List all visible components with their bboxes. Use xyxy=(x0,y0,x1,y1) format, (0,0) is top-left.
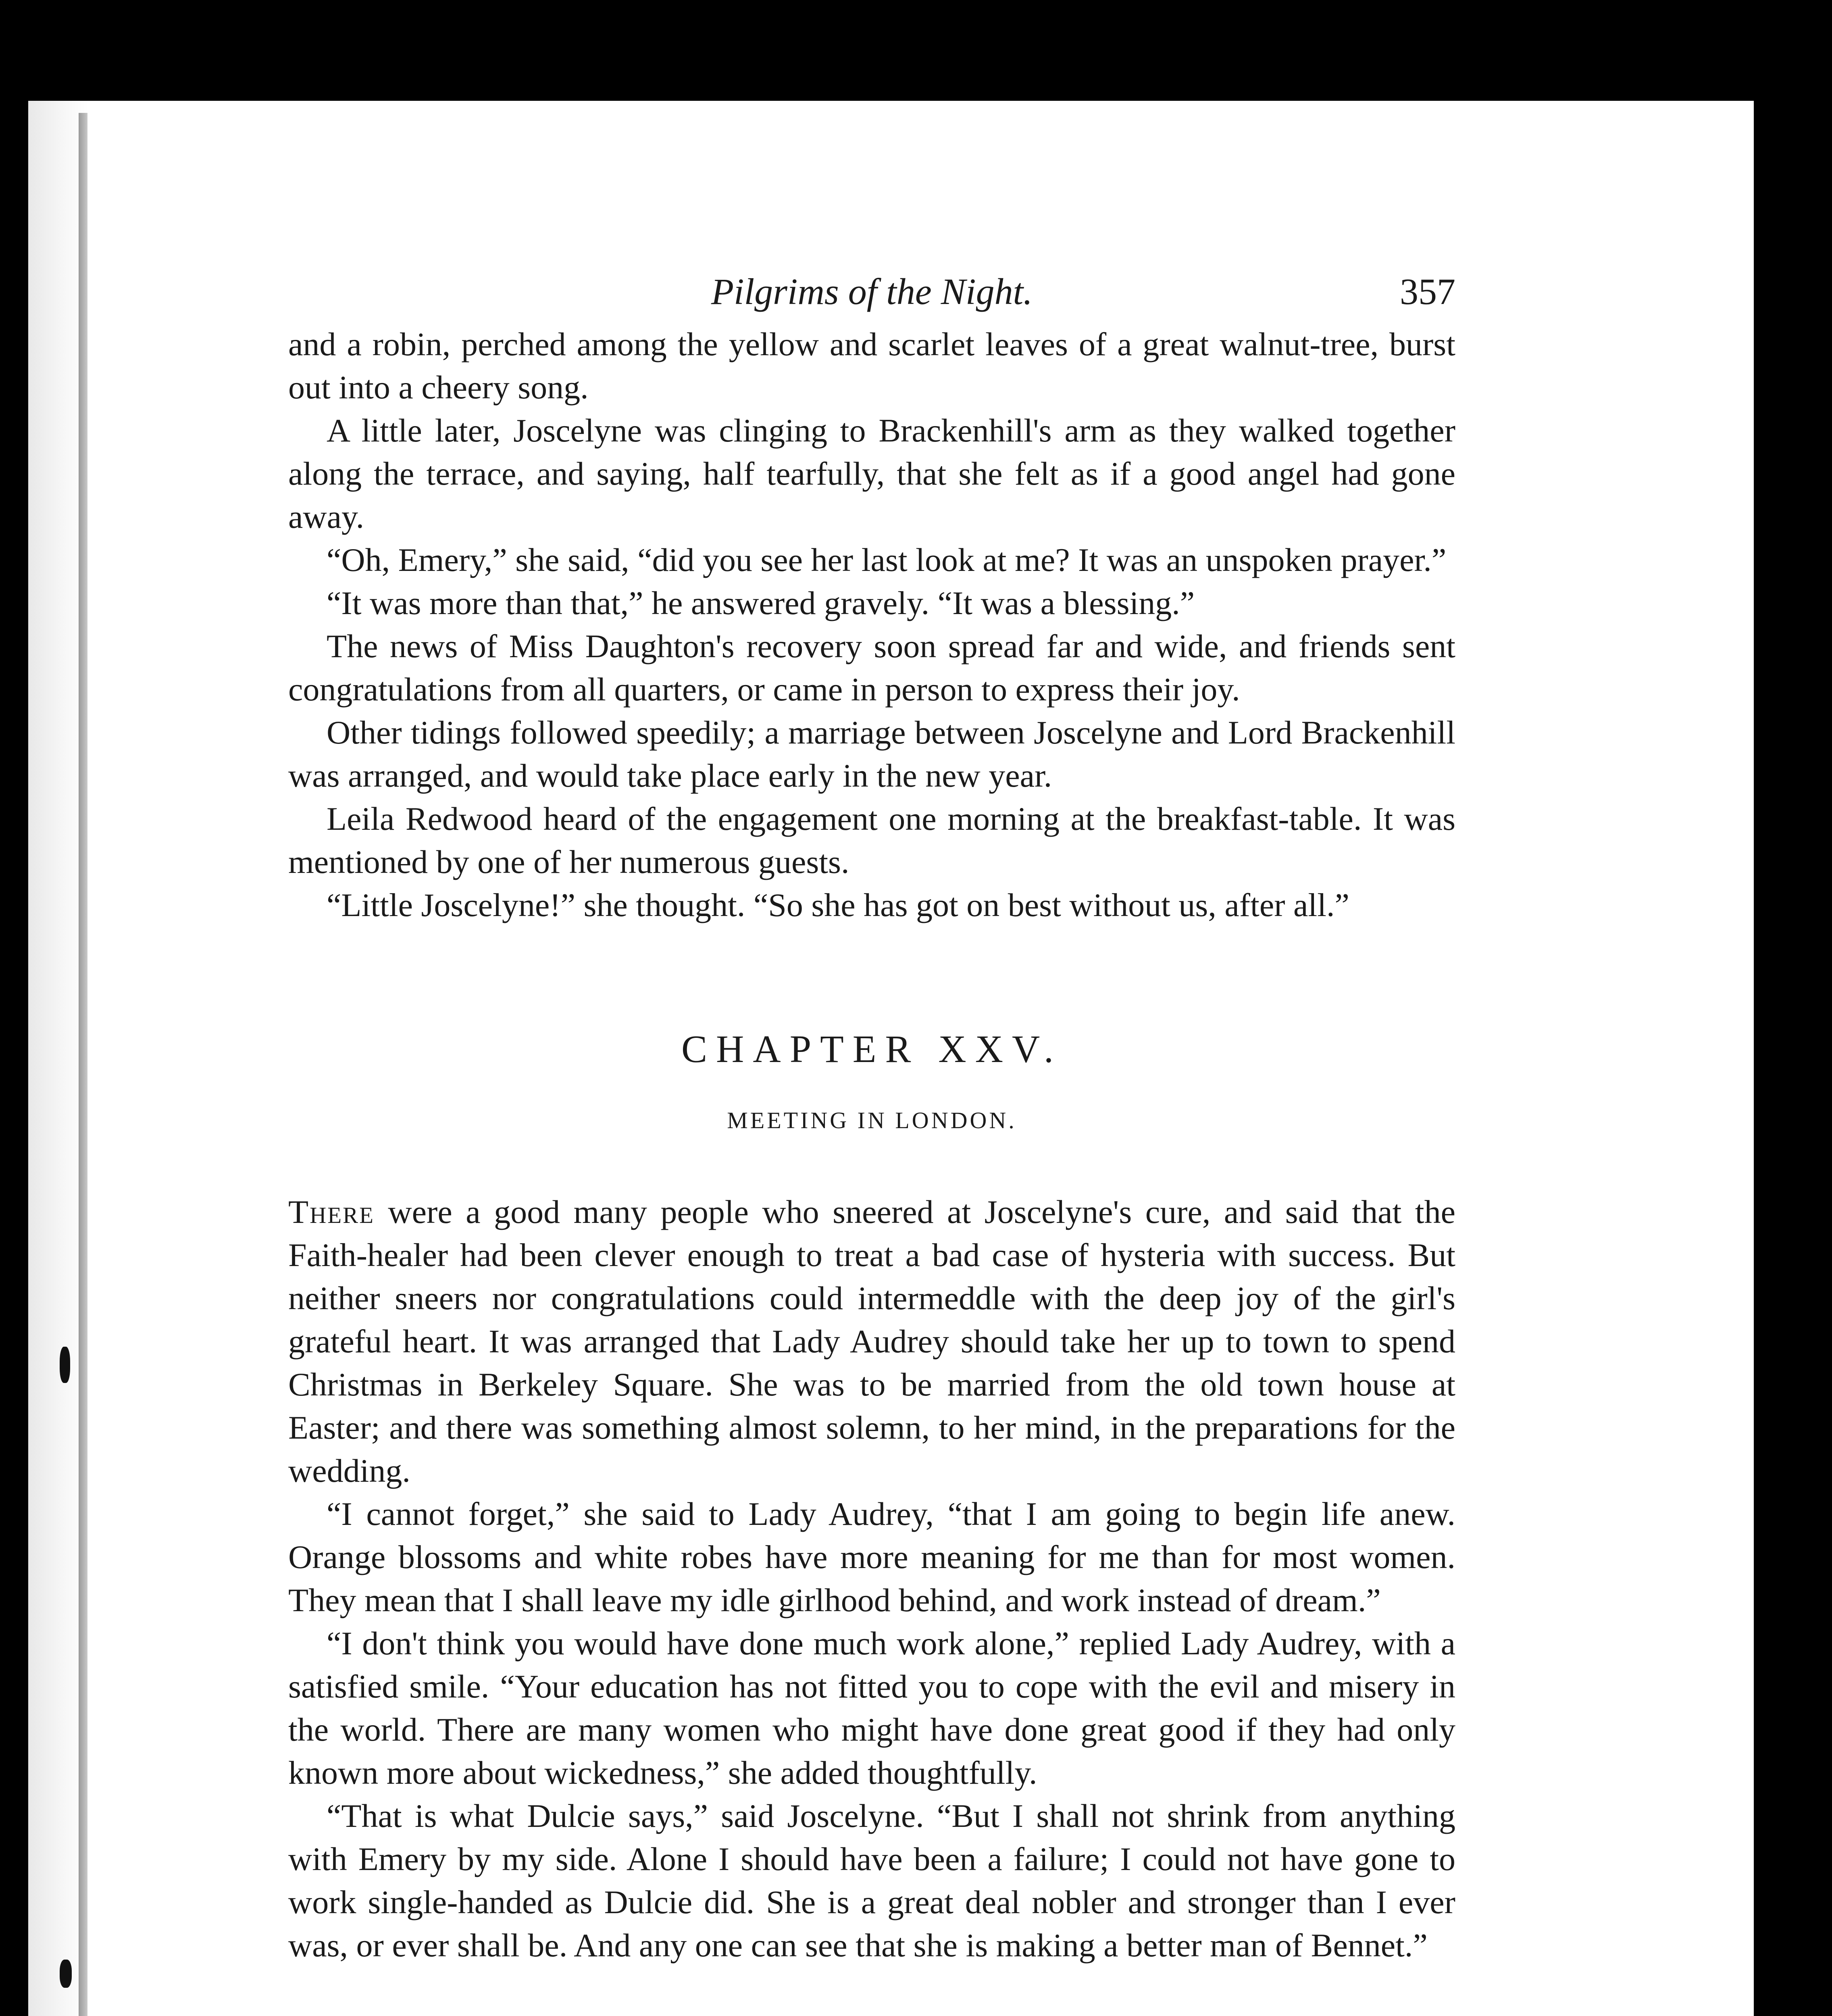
page-number: 357 xyxy=(1400,271,1455,312)
running-title: Pilgrims of the Night. xyxy=(711,271,1033,312)
paragraph: Leila Redwood heard of the engagement one morning at the breakfast-table. It was mentioned by one of her numerous guests. xyxy=(288,800,1455,880)
paragraph: “I don't think you would have done much work alone,” replied Lady Audrey, with a satisfied smile. “Your education has not fitted you to cope with the evil and misery in the world. There are many women who might have done great good if they had only known more about wickedness,” she added thoughtfully. xyxy=(288,1625,1455,1791)
chapter-opening-paragraph xyxy=(288,1190,1455,1492)
running-header xyxy=(288,270,1455,319)
page-text xyxy=(288,270,1455,1967)
paragraph: and a robin, perched among the yellow and scarlet leaves of a great walnut-tree, burst out into a cheery song. xyxy=(288,326,1455,406)
paragraph: A little later, Joscelyne was clinging to Brackenhill's arm as they walked together along the terrace, and saying, half tearfully, that she felt as if a good angel had gone away. xyxy=(288,412,1455,535)
edge-blemish xyxy=(60,1960,72,1988)
chapter-heading: CHAPTER XXV. xyxy=(681,1027,1062,1070)
chapter-subtitle: MEETING IN LONDON. xyxy=(727,1107,1017,1133)
paragraph: “I cannot forget,” she said to Lady Audrey, “that I am going to begin life anew. Orange blossoms and white robes have more meaning for me than for most women. They mean that I shall leave my idle girlhood behind, and work instead of dream.” xyxy=(288,1495,1455,1618)
chapter-opening-text: were a good many people who sneered at Joscelyne's cure, and said that the Faith-healer had been clever enough to treat a bad case of hysteria with success. But neither sneers nor congratulations could intermeddle with the deep joy of the girl's grateful heart. It was arranged that Lady Audrey should take her up to town to spend Christmas in Berkeley Square. She was to be married from the old town house at Easter; and there was something almost solemn, to her mind, in the preparations for the wedding. xyxy=(288,1193,1455,1489)
chapter-opening-word: There xyxy=(288,1193,375,1230)
paragraph: Other tidings followed speedily; a marriage between Joscelyne and Lord Brackenhill was arranged, and would take place early in the new year. xyxy=(288,714,1455,794)
paragraph: “Little Joscelyne!” she thought. “So she has got on best without us, after all.” xyxy=(327,887,1349,923)
paragraph: “Oh, Emery,” she said, “did you see her last look at me? It was an unspoken prayer.” xyxy=(327,541,1447,578)
paragraph: The news of Miss Daughton's recovery soon spread far and wide, and friends sent congratulations from all quarters, or came in person to express their joy. xyxy=(288,628,1455,708)
paragraph: “It was more than that,” he answered gravely. “It was a blessing.” xyxy=(327,585,1195,621)
page-gutter-edge xyxy=(79,113,87,2016)
paragraph: “That is what Dulcie says,” said Joscelyne. “But I shall not shrink from anything with Emery by my side. Alone I should have been a failure; I could not have gone to work single-handed as Dulcie did. She is a great deal nobler and stronger than I ever was, or ever shall be. And any one can see that she is making a better man of Bennet.” xyxy=(288,1797,1455,1964)
edge-blemish xyxy=(60,1347,70,1383)
